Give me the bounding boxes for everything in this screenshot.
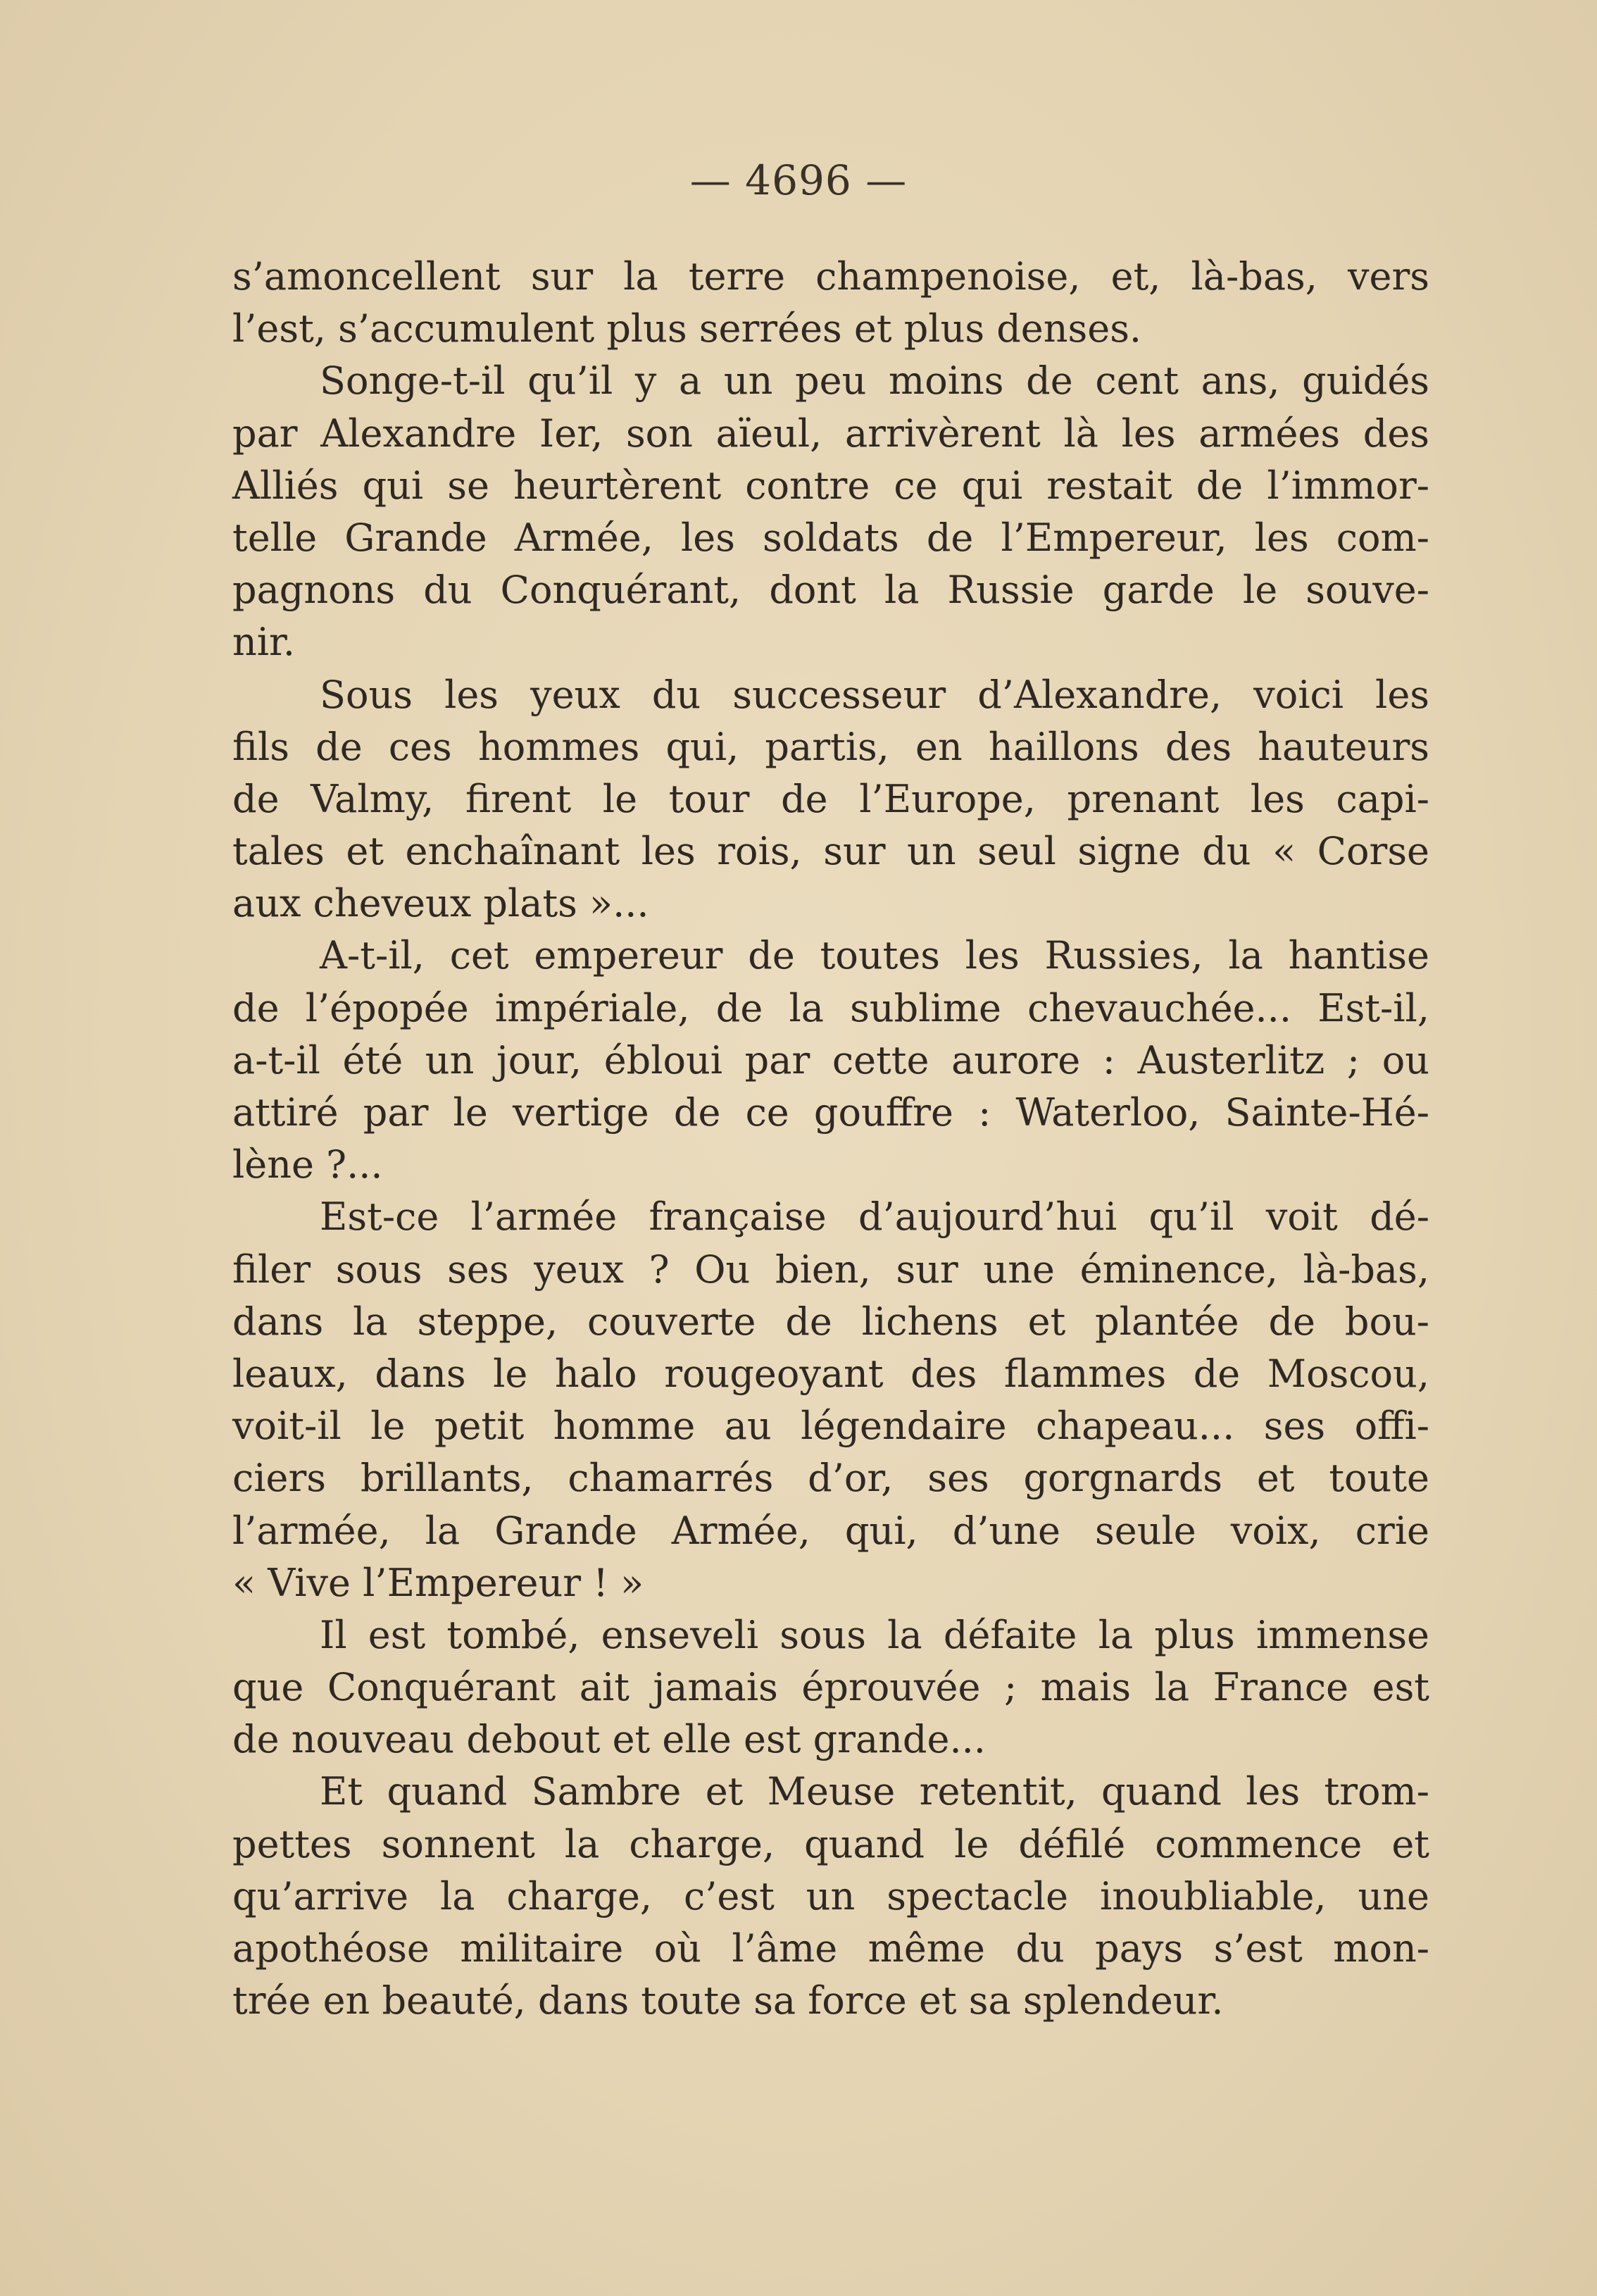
text-line: « Vive l’Empereur ! » xyxy=(232,1560,644,1605)
text-line: Est-ce l’armée française d’aujourd’hui qu’il voit dé- xyxy=(320,1194,1429,1240)
text-line: attiré par le vertige de ce gouffre : Waterloo, Sainte-Hé- xyxy=(232,1090,1429,1135)
text-line: de Valmy, firent le tour de l’Europe, prenant les capi- xyxy=(232,776,1429,821)
text-line: de l’épopée impériale, de la sublime chevauchée... Est-il, xyxy=(232,985,1429,1030)
text-line: s’amoncellent sur la terre champenoise, et, là-bas, vers xyxy=(232,254,1429,299)
text-line: que Conquérant ait jamais éprouvée ; mais la France est xyxy=(232,1665,1429,1710)
body-text xyxy=(232,251,1429,2027)
text-line: filer sous ses yeux ? Ou bien, sur une éminence, là-bas, xyxy=(232,1247,1429,1292)
text-line: a-t-il été un jour, ébloui par cette aurore : Austerlitz ; ou xyxy=(232,1037,1429,1083)
text-line: l’armée, la Grande Armée, qui, d’une seule voix, crie xyxy=(232,1508,1429,1553)
text-line: dans la steppe, couverte de lichens et plantée de bou- xyxy=(232,1299,1429,1344)
text-line: Alliés qui se heurtèrent contre ce qui restait de l’immor- xyxy=(232,463,1429,508)
text-line: de nouveau debout et elle est grande... xyxy=(232,1717,986,1762)
text-line: tales et enchaînant les rois, sur un seul signe du « Corse xyxy=(232,829,1429,874)
text-line: ciers brillants, chamarrés d’or, ses gorgnards et toute xyxy=(232,1456,1429,1501)
text-line: leaux, dans le halo rougeoyant des flammes de Moscou, xyxy=(232,1351,1429,1396)
text-line: telle Grande Armée, les soldats de l’Empereur, les com- xyxy=(232,515,1429,560)
text-line: l’est, s’accumulent plus serrées et plus denses. xyxy=(232,306,1142,351)
text-line: trée en beauté, dans toute sa force et sa splendeur. xyxy=(232,1978,1224,2023)
text-line: pagnons du Conquérant, dont la Russie garde le souve- xyxy=(232,568,1429,613)
text-line: A-t-il, cet empereur de toutes les Russies, la hantise xyxy=(320,933,1429,978)
text-line: par Alexandre Ier, son aïeul, arrivèrent là les armées des xyxy=(232,411,1429,456)
text-line: Et quand Sambre et Meuse retentit, quand les trom- xyxy=(320,1769,1429,1814)
text-line: lène ?... xyxy=(232,1142,383,1187)
text-line: nir. xyxy=(232,620,296,665)
text-line: Songe-t-il qu’il y a un peu moins de cent ans, guidés xyxy=(320,358,1429,404)
text-line: fils de ces hommes qui, partis, en haillons des hauteurs xyxy=(232,724,1429,769)
text-line: Il est tombé, enseveli sous la défaite la plus immense xyxy=(320,1612,1429,1657)
text-line: voit-il le petit homme au légendaire chapeau... ses offi- xyxy=(232,1404,1429,1449)
text-line: qu’arrive la charge, c’est un spectacle inoubliable, une xyxy=(232,1873,1429,1918)
text-line: Sous les yeux du successeur d’Alexandre, voici les xyxy=(320,672,1429,717)
page-number: — 4696 — xyxy=(689,156,908,204)
text-line: apothéose militaire où l’âme même du pays s’est mon- xyxy=(232,1926,1429,1971)
text-line: pettes sonnent la charge, quand le défilé commence et xyxy=(232,1821,1429,1866)
text-line: aux cheveux plats »... xyxy=(232,881,649,926)
